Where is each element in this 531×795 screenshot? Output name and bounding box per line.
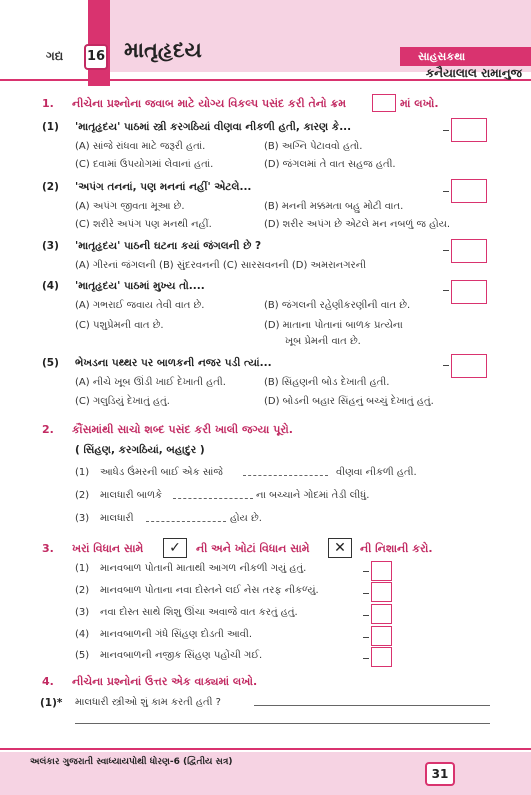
answer-box-q1[interactable] [451, 118, 487, 142]
fill-blank-3[interactable] [146, 521, 226, 523]
subject-label: ગદ્ય [46, 49, 64, 63]
author-name: કનૈયાલાલ રામાનુજ [425, 66, 522, 80]
option-d: (D) માતાના પોતાનાં બાળક પ્રત્યેના [264, 320, 403, 331]
answer-dash [363, 571, 369, 572]
genre-label: સાહસકથા [418, 50, 466, 63]
header-left-blank [0, 0, 88, 72]
question-text: માલધારી સ્ત્રીઓ શું કામ કરતી હતી ? [75, 697, 221, 708]
section-1-answer-sample-box [372, 94, 396, 112]
statement-number: (2) [75, 585, 90, 596]
option-a: (A) સાંજે રાંધવા માટે જરૂરી હતાં. [75, 141, 206, 152]
option-d: (D) જંગલમાં તે વાત સહજ હતી. [264, 159, 396, 170]
answer-dash [443, 250, 449, 251]
statement-number: (5) [75, 650, 90, 661]
question-text: 'માતૃહૃદય' પાઠની ઘટના કયાં જંગલની છે ? [75, 240, 262, 252]
statement-text: માનવબાળની ગંધે સિંહણ દોડતી આવી. [100, 629, 253, 640]
answer-dash [363, 658, 369, 659]
fill-item-after: વીણવા નીકળી હતી. [336, 467, 417, 478]
section-1-instruction: નીચેના પ્રશ્નોના જવાબ માટે યોગ્ય વિકલ્પ પસંદ કરી તેનો ક્રમ [72, 97, 347, 110]
statement-text: માનવબાળ પોતાના નવા દોસ્તને લઈ નેસ તરફ નીકળ્યું. [100, 585, 319, 596]
page-title: માતૃહૃદય [124, 38, 202, 62]
option-a: (A) નીચે ખૂબ ઊંડી ખાઈ દેખાતી હતી. [75, 377, 226, 388]
word-bank: ( સિંહણ, કરગઠિયાં, બહાદુર ) [75, 444, 205, 456]
true-false-box-4[interactable] [371, 626, 392, 646]
true-false-box-2[interactable] [371, 582, 392, 602]
answer-box-q2[interactable] [451, 179, 487, 203]
statement-number: (3) [75, 607, 90, 618]
fill-item-after: ના બચ્ચાને ગોદમાં તેડી લીધું. [256, 490, 370, 501]
section-4-instruction: નીચેના પ્રશ્નોનાં ઉત્તર એક વાક્યમાં લખો. [72, 675, 258, 688]
statement-text: નવા દોસ્ત સાથે શિશુ ઊંચા અવાજે વાત કરતું હતું. [100, 607, 298, 618]
option-a: (A) અપંગ જીવતા મૂઆ છે. [75, 201, 185, 212]
header-accent-bar [88, 0, 110, 86]
statement-text: માનવબાળની નજીક સિંહણ પહોંચી ગઈ. [100, 650, 263, 661]
answer-dash [443, 290, 449, 291]
cross-icon: ✕ [328, 538, 352, 558]
statement-text: માનવબાળ પોતાની માતાથી આગળ નીકળી ગયું હતું. [100, 563, 307, 574]
option-c: (C) પશુપ્રેમની વાત છે. [75, 320, 164, 331]
fill-item-before: આધેડ ઉંમરની બાઈ એક સાંજે [100, 467, 223, 478]
question-text: 'માતૃહૃદય' પાઠમાં મુખ્ય તો.... [75, 280, 205, 292]
question-number: (3) [42, 240, 59, 252]
question-text: 'માતૃહૃદય' પાઠમાં સ્ત્રી કરગઠિયાં વીણવા નીકળી હતી, કારણ કે... [75, 121, 352, 133]
option-b: (B) અગ્નિ પેટાવવો હતો. [264, 141, 363, 152]
answer-line[interactable] [254, 705, 490, 706]
question-number: (1) [42, 121, 59, 133]
true-false-box-1[interactable] [371, 561, 392, 581]
answer-box-q5[interactable] [451, 354, 487, 378]
answer-dash [443, 130, 449, 131]
question-number: (2) [42, 181, 59, 193]
answer-box-q3[interactable] [451, 239, 487, 263]
section-3-instruction-a: ખરાં વિધાન સામે [72, 542, 144, 555]
question-number: (4) [42, 280, 59, 292]
fill-item-number: (2) [75, 490, 90, 501]
tick-icon: ✓ [163, 538, 187, 558]
fill-item-number: (3) [75, 513, 90, 524]
page-number: 31 [425, 762, 455, 786]
answer-dash [363, 637, 369, 638]
true-false-box-3[interactable] [371, 604, 392, 624]
section-2-instruction: કૌંસમાંથી સાચો શબ્દ પસંદ કરી ખાલી જગ્યા પૂરો. [72, 423, 293, 436]
question-number: (5) [42, 357, 59, 369]
answer-box-q4[interactable] [451, 280, 487, 304]
option-c: (C) શરીરે અપંગ પણ મનથી નહીં. [75, 219, 212, 230]
section-3-instruction-c: ની નિશાની કરો. [360, 542, 433, 555]
answer-dash [443, 191, 449, 192]
question-text: ભેખડના પથ્થર પર બાળકની નજર પડી ત્યાં... [75, 357, 272, 369]
question-text: 'અપંગ તનનાં, પણ મનનાં નહીં' એટલે... [75, 181, 252, 193]
question-number: (1)* [40, 697, 63, 709]
option-b: (B) મનની મક્કમતા બહુ મોટી વાત. [264, 201, 404, 212]
option-a: (A) ગભરાઈ જવાય તેવી વાત છે. [75, 300, 205, 311]
statement-number: (4) [75, 629, 90, 640]
answer-dash [443, 365, 449, 366]
section-1-instruction-end: માં લખો. [400, 97, 439, 110]
option-d-continued: ખૂબ પ્રેમની વાત છે. [285, 336, 361, 347]
statement-number: (1) [75, 563, 90, 574]
option-row: (A) ગીરનાં જંગલની (B) સુંદરવનની (C) સારસવનની (D) અમરાનગરની [75, 260, 367, 271]
fill-item-before: માલધારી [100, 513, 134, 524]
answer-dash [363, 615, 369, 616]
section-4-number: 4. [42, 675, 54, 688]
fill-item-number: (1) [75, 467, 90, 478]
fill-blank-2[interactable] [173, 498, 253, 500]
section-2-number: 2. [42, 423, 54, 436]
true-false-box-5[interactable] [371, 647, 392, 667]
option-b: (B) સિંહણની બોડ દેખાતી હતી. [264, 377, 390, 388]
section-3-instruction-b: ની અને ખોટાં વિધાન સામે [196, 542, 310, 555]
lesson-number: 16 [84, 44, 108, 70]
option-d: (D) બોડની બહાર સિંહનું બચ્ચું દેખાતું હતું. [264, 396, 434, 407]
fill-item-before: માલધારી બાળકે [100, 490, 163, 501]
footer-rule [0, 748, 531, 750]
fill-blank-1[interactable] [243, 475, 328, 477]
option-c: (C) દવામાં ઉપયોગમાં લેવાનાં હતાં. [75, 159, 214, 170]
section-1-number: 1. [42, 97, 54, 110]
fill-item-after: હોય છે. [230, 513, 262, 524]
option-c: (C) ગલુડિયું દેખાતું હતું. [75, 396, 170, 407]
answer-line[interactable] [75, 723, 490, 724]
option-b: (B) જંગલની રહેણીકરણીની વાત છે. [264, 300, 411, 311]
answer-dash [363, 593, 369, 594]
option-d: (D) શરીર અપંગ છે એટલે મન નબળું જ હોય. [264, 219, 451, 230]
footer-book-title: અલંકાર ગુજરાતી સ્વાધ્યાયપોથી ધોરણ-6 (દ્વિતીય સત્ર) [30, 757, 233, 767]
section-3-number: 3. [42, 542, 54, 555]
